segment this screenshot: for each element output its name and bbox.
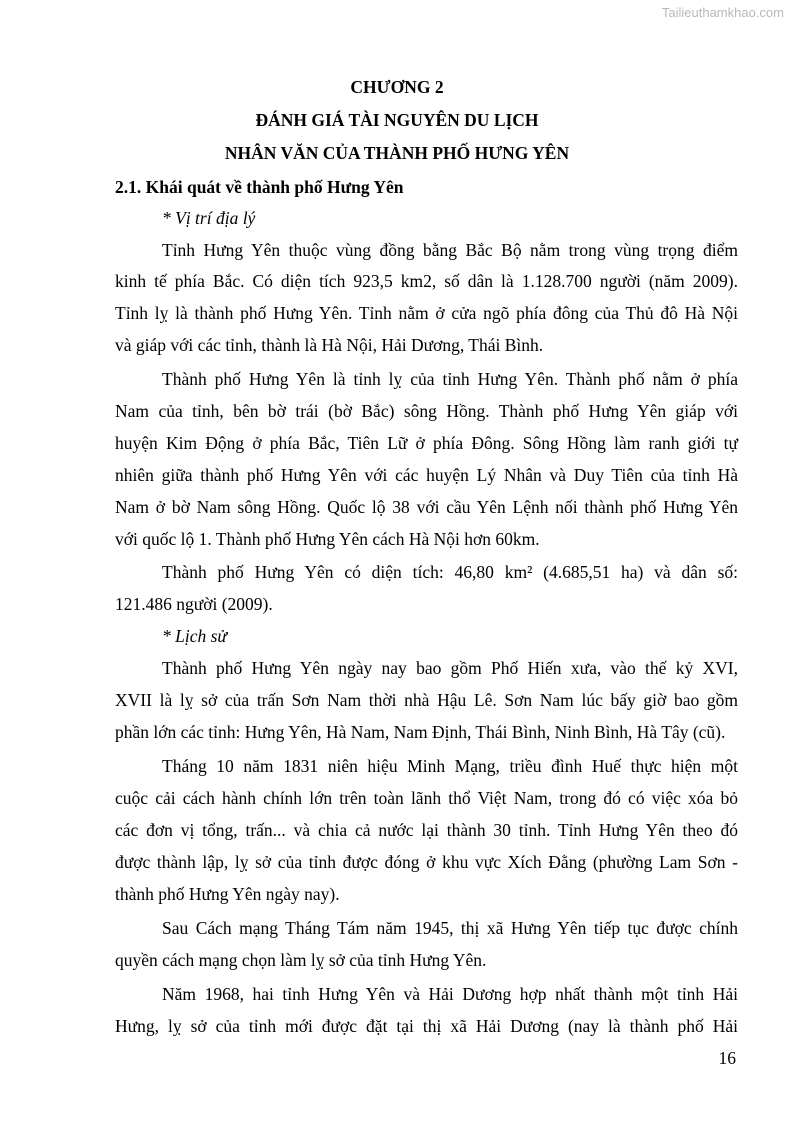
paragraph-line: XVII là lỵ sở của trấn Sơn Nam thời nhà Hậu Lê. Sơn Nam lúc bấy giờ bao gồm xyxy=(115,690,738,710)
paragraph-line: được thành lập, lỵ sở của tỉnh được đóng ở khu vực Xích Đằng (phường Lam Sơn - xyxy=(115,852,738,872)
paragraph-line: thành phố Hưng Yên ngày nay). xyxy=(115,884,340,904)
subheading: * Vị trí địa lý xyxy=(162,208,256,228)
paragraph-line: Năm 1968, hai tỉnh Hưng Yên và Hải Dương hợp nhất thành một tỉnh Hải xyxy=(162,984,738,1004)
chapter-title-line-1: ĐÁNH GIÁ TÀI NGUYÊN DU LỊCH xyxy=(255,110,539,130)
paragraph-line: nhiên giữa thành phố Hưng Yên với các huyện Lý Nhân và Duy Tiên của tỉnh Hà xyxy=(115,465,738,485)
paragraph-line: với quốc lộ 1. Thành phố Hưng Yên cách Hà Nội hơn 60km. xyxy=(115,529,540,549)
section-heading: 2.1. Khái quát về thành phố Hưng Yên xyxy=(115,177,404,197)
paragraph-line: Thành phố Hưng Yên ngày nay bao gồm Phố Hiến xưa, vào thế kỷ XVI, xyxy=(162,658,738,678)
watermark: Tailieuthamkhao.com xyxy=(661,5,784,20)
paragraph-line: Tỉnh Hưng Yên thuộc vùng đồng bằng Bắc Bộ nằm trong vùng trọng điểm xyxy=(162,240,738,260)
paragraph-line: 121.486 người (2009). xyxy=(115,594,273,614)
paragraph-line: Thành phố Hưng Yên là tỉnh lỵ của tỉnh Hưng Yên. Thành phố nằm ở phía xyxy=(162,369,738,389)
paragraph-line: Nam ở bờ Nam sông Hồng. Quốc lộ 38 với cầu Yên Lệnh nối thành phố Hưng Yên xyxy=(115,497,738,517)
paragraph-line: Nam của tỉnh, bên bờ trái (bờ Bắc) sông Hồng. Thành phố Hưng Yên giáp với xyxy=(115,401,738,421)
paragraph-line: Hưng, lỵ sở của tỉnh mới được đặt tại thị xã Hải Dương (nay là thành phố Hải xyxy=(115,1016,738,1036)
paragraph-line: quyền cách mạng chọn làm lỵ sở của tỉnh Hưng Yên. xyxy=(115,950,487,970)
paragraph-line: Thành phố Hưng Yên có diện tích: 46,80 km² (4.685,51 ha) và dân số: xyxy=(162,562,738,582)
paragraph-line: kinh tế phía Bắc. Có diện tích 923,5 km2, số dân là 1.128.700 người (năm 2009). xyxy=(115,271,738,291)
paragraph-line: các đơn vị tổng, trấn... và chia cả nước lại thành 30 tỉnh. Tỉnh Hưng Yên theo đó xyxy=(115,820,738,840)
paragraph-line: huyện Kim Động ở phía Bắc, Tiên Lữ ở phía Đông. Sông Hồng làm ranh giới tự xyxy=(115,433,738,453)
chapter-title-line-2: NHÂN VĂN CỦA THÀNH PHỐ HƯNG YÊN xyxy=(224,143,570,163)
paragraph-line: Tháng 10 năm 1831 niên hiệu Minh Mạng, triều đình Huế thực hiện một xyxy=(162,756,738,776)
paragraph-line: phần lớn các tỉnh: Hưng Yên, Hà Nam, Nam Định, Thái Bình, Ninh Bình, Hà Tây (cũ). xyxy=(115,722,726,742)
paragraph-line: Tỉnh lỵ là thành phố Hưng Yên. Tỉnh nằm ở cửa ngõ phía đông của Thủ đô Hà Nội xyxy=(115,303,738,323)
paragraph-line: và giáp với các tỉnh, thành là Hà Nội, Hải Dương, Thái Bình. xyxy=(115,335,544,355)
paragraph-line: Sau Cách mạng Tháng Tám năm 1945, thị xã Hưng Yên tiếp tục được chính xyxy=(162,918,738,938)
subheading: * Lịch sử xyxy=(162,626,227,646)
page-number: 16 xyxy=(718,1048,736,1068)
chapter-number: CHƯƠNG 2 xyxy=(350,77,444,97)
paragraph-line: cuộc cải cách hành chính lớn trên toàn lãnh thổ Việt Nam, trong đó có việc xóa bỏ xyxy=(115,788,738,808)
